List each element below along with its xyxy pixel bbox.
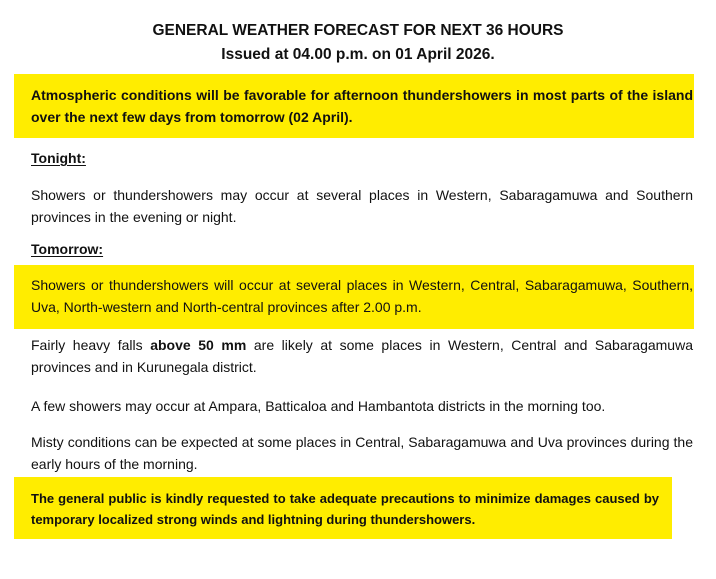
- tomorrow-showers-text: Showers or thundershowers will occur at several places in Western, Central, Sabaragamuwa, Southern, Uva, North-western and North-central provinces after 2.00 p.m.: [31, 277, 693, 315]
- heavy-falls-prefix: Fairly heavy falls: [31, 337, 151, 353]
- summary-text: Atmospheric conditions will be favorable for afternoon thundershowers in most parts of the island over the next few days from tomorrow (02 April).: [31, 87, 693, 125]
- advisory-text: The general public is kindly requested to take adequate precautions to minimize damages caused by temporary localized strong winds and lightning during thundershowers.: [31, 491, 659, 527]
- heavy-falls-text: [31, 334, 693, 378]
- tonight-text: Showers or thundershowers may occur at several places in Western, Sabaragamuwa and Southern provinces in the evening or night.: [31, 187, 693, 225]
- tonight-heading: Tonight:: [31, 150, 86, 166]
- misty-conditions-text: Misty conditions can be expected at some places in Central, Sabaragamuwa and Uva provinces during the early hours of the morning.: [31, 434, 693, 472]
- morning-showers-text: A few showers may occur at Ampara, Batticaloa and Hambantota districts in the morning too.: [31, 398, 606, 414]
- page-title: GENERAL WEATHER FORECAST FOR NEXT 36 HOURS: [152, 22, 564, 39]
- issued-timestamp: Issued at 04.00 p.m. on 01 April 2026.: [221, 46, 495, 63]
- tomorrow-heading: Tomorrow:: [31, 241, 104, 257]
- heavy-falls-suffix: are likely at some places in Western, Central and Sabaragamuwa provinces and in Kurunegala district.: [31, 337, 693, 375]
- heavy-falls-emphasis: above 50 mm: [150, 337, 247, 353]
